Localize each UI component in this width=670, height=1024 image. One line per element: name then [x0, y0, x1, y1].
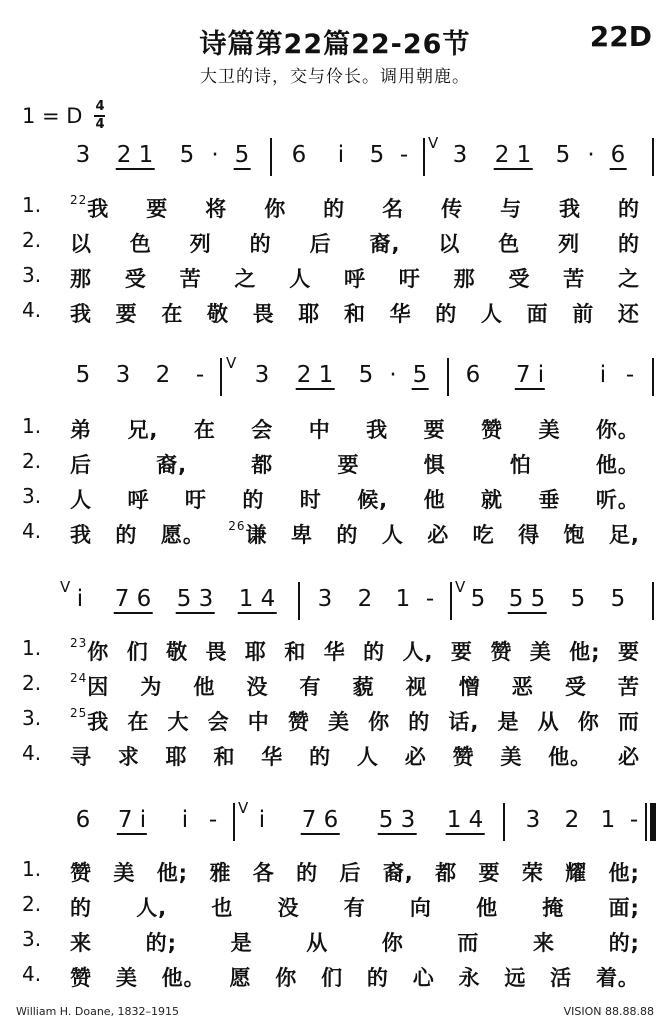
lyric-verse-2: 2. 以 色 列 的 后 裔, 以 色 列 的 [22, 228, 640, 256]
key-label: 1 = D [22, 103, 83, 128]
notation-line-2: 5 3 2 - V 3 2 1 5 · 5 6 7 i i - [0, 362, 670, 402]
note: 3 [115, 362, 131, 388]
note: 7 i [515, 362, 545, 388]
note: 7 6 [114, 586, 152, 612]
note: 3 [525, 807, 541, 833]
note: 5 [75, 362, 91, 388]
lyrics-block-4 [0, 857, 670, 997]
lyric-verse-1: 1. 弟 兄, 在 会 中 我 要 赞 美 你。 [22, 414, 640, 442]
lyrics-block-1 [0, 193, 670, 333]
lyric-verse-3: 3. 来 的; 是 从 你 而 来 的; [22, 927, 640, 955]
note: - [399, 142, 409, 168]
lyric-verse-2: 2. $^{24}$因 为 他 没 有 藐 视 憎 恶 受 苦 [22, 671, 640, 699]
note: 1 4 [238, 586, 276, 612]
song-subtitle: 大卫的诗，交与伶长。调用朝鹿。 [200, 67, 470, 87]
key-signature [22, 100, 105, 132]
note: · [211, 142, 219, 168]
notation-line-4: 6 7 i i - V i 7 6 5 3 1 4 3 2 1 - [0, 807, 670, 847]
note: 5 3 [176, 586, 214, 612]
notation-line-1: 3 2 1 5 · 5 6 i 5 - V 3 2 1 5 · 6 [0, 142, 670, 182]
time-sig-top: 4 [95, 99, 105, 114]
note: - [425, 586, 435, 612]
note: 5 [610, 586, 626, 612]
note: 5 [369, 142, 385, 168]
note: · [389, 362, 397, 388]
hymn-number: 22D [589, 20, 652, 53]
note: i [258, 807, 266, 833]
note: 2 1 [116, 142, 154, 168]
note: 1 [395, 586, 411, 612]
note: 5 [358, 362, 374, 388]
lyric-verse-1: 1. $^{22}$我 要 将 你 的 名 传 与 我 的 [22, 193, 640, 221]
lyric-verse-2: 2. 的 人, 也 没 有 向 他 掩 面; [22, 892, 640, 920]
note: 2 [564, 807, 580, 833]
note: 5 3 [378, 807, 416, 833]
note: i [599, 362, 607, 388]
note: 3 [75, 142, 91, 168]
lyric-verse-3: 3. 那 受 苦 之 人 呼 吁 那 受 苦 之 [22, 263, 640, 291]
lyric-verse-3: 3. 人 呼 吁 的 时 候, 他 就 垂 听。 [22, 484, 640, 512]
note: 5 [234, 142, 250, 168]
note: 7 6 [301, 807, 339, 833]
note: 2 [357, 586, 373, 612]
lyric-verse-4: 4. 我 要 在 敬 畏 耶 和 华 的 人 面 前 还 [22, 298, 640, 326]
tune-meter: VISION 88.88.88 [563, 1005, 654, 1018]
note: 7 i [117, 807, 147, 833]
note: 6 [465, 362, 481, 388]
note: i [181, 807, 189, 833]
lyrics-block-2 [0, 414, 670, 554]
notation-line-3: V i 7 6 5 3 1 4 3 2 1 - V 5 5 5 5 5 [0, 586, 670, 626]
lyric-verse-1: 1. $^{23}$你 们 敬 畏 耶 和 华 的 人, 要 赞 美 他; 要 [22, 636, 640, 664]
note: - [625, 362, 635, 388]
lyric-verse-4: 4. 寻 求 耶 和 华 的 人 必 赞 美 他。 必 [22, 741, 640, 769]
time-signature [94, 100, 105, 132]
note: 2 1 [494, 142, 532, 168]
note: - [195, 362, 205, 388]
note: 2 1 [296, 362, 334, 388]
lyric-verse-4: 4. 我 的 愿。 $^{26}$谦 卑 的 人 必 吃 得 饱 足, [22, 519, 640, 547]
note: 5 [412, 362, 428, 388]
lyrics-block-3 [0, 636, 670, 776]
note: 5 [470, 586, 486, 612]
note: 1 4 [446, 807, 484, 833]
lyric-verse-4: 4. 赞 美 他。 愿 你 们 的 心 永 远 活 着。 [22, 962, 640, 990]
lyric-verse-3: 3. $^{25}$我 在 大 会 中 赞 美 你 的 话, 是 从 你 而 [22, 706, 640, 734]
note: 5 [555, 142, 571, 168]
note: 5 [179, 142, 195, 168]
note: 6 [75, 807, 91, 833]
composer-credit: William H. Doane, 1832–1915 [16, 1005, 180, 1018]
note: 3 [254, 362, 270, 388]
note: - [208, 807, 218, 833]
note: 5 5 [508, 586, 546, 612]
lyric-verse-2: 2. 后 裔, 都 要 惧 怕 他。 [22, 449, 640, 477]
note: 3 [452, 142, 468, 168]
note: 6 [610, 142, 626, 168]
note: i [76, 586, 84, 612]
time-sig-bottom: 4 [95, 116, 105, 132]
note: 6 [291, 142, 307, 168]
note: 5 [570, 586, 586, 612]
note: 1 [600, 807, 616, 833]
note: i [337, 142, 345, 168]
lyric-verse-1: 1. 赞 美 他; 雅 各 的 后 裔, 都 要 荣 耀 他; [22, 857, 640, 885]
note: - [629, 807, 639, 833]
note: 3 [317, 586, 333, 612]
song-title: 诗篇第22篇22-26节 [199, 29, 471, 60]
note: · [587, 142, 595, 168]
note: 2 [155, 362, 171, 388]
